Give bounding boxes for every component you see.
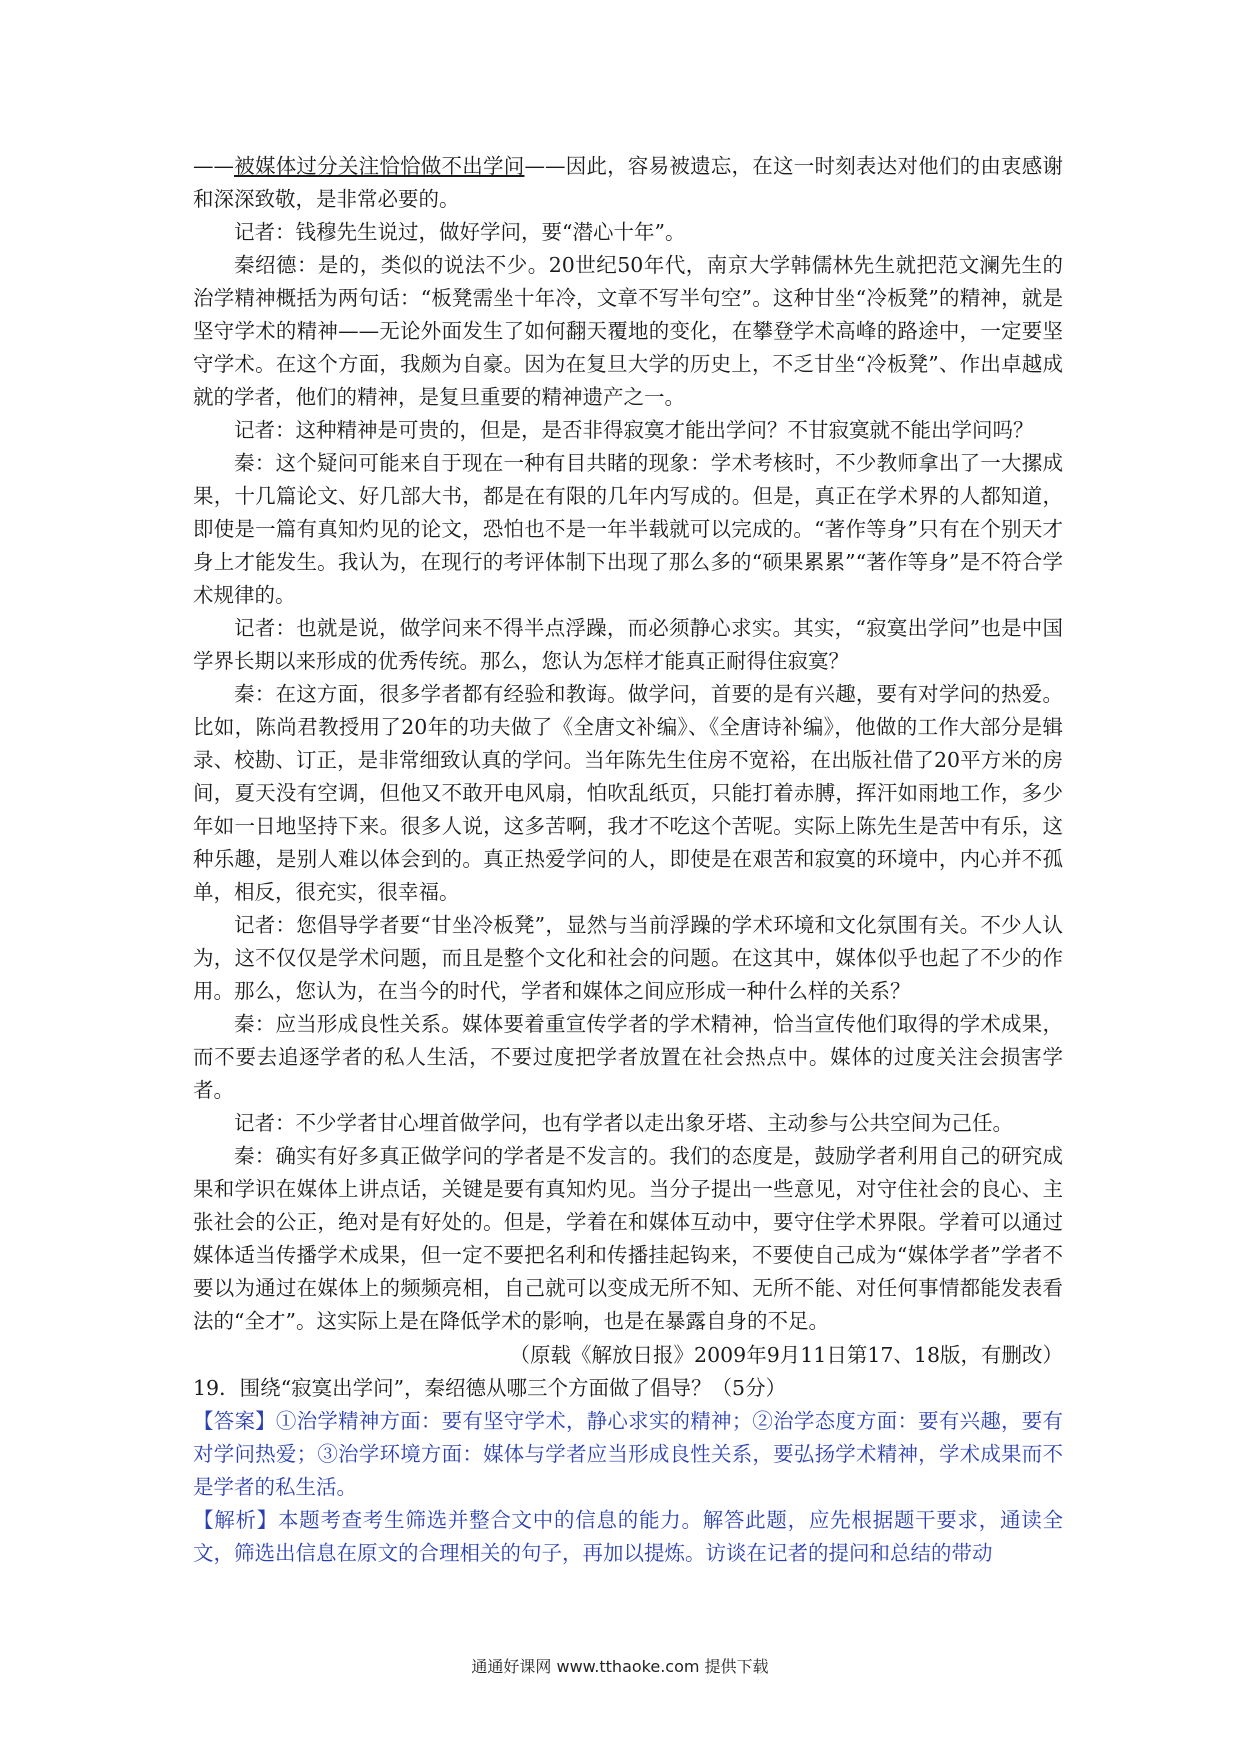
paragraph-10: 记者：不少学者甘心埋首做学问，也有学者以走出象牙塔、主动参与公共空间为己任。 [234, 1111, 1013, 1135]
analysis-text: 【解析】本题考查考生筛选并整合文中的信息的能力。解答此题，应先根据题干要求，通读全文，筛选出信息在原文的合理相关的句子，再加以提炼。访谈在记者的提问和总结的带动 [193, 1508, 1063, 1565]
paragraph-1-rest: ——因此，容易被遗忘，在这一时刻表达对他们的由衷感谢和深深致敬，是非常必要的。 [193, 154, 1064, 211]
paragraph-8: 记者：您倡导学者要“甘坐冷板凳”，显然与当前浮躁的学术环境和文化氛围有关。不少人认为，这不仅仅是学术问题，而且是整个文化和社会的问题。在这其中，媒体似乎也起了不少的作用。那么，您认为，在当今的时代，学者和媒体之间应形成一种什么样的关系？ [193, 913, 1063, 1003]
paragraph-7: 秦：在这方面，很多学者都有经验和教诲。做学问，首要的是有兴趣，要有对学问的热爱。比如，陈尚君教授用了20年的功夫做了《全唐文补编》、《全唐诗补编》，他做的工作大部分是辑录、校勘、订正，是非常细致认真的学问。当年陈先生住房不宽裕，在出版社借了20平方米的房间，夏天没有空调，但他又不敢开电风扇，怕吹乱纸页，只能打着赤膊，挥汗如雨地工作，多少年如一日地坚持下来。很多人说，这多苦啊，我才不吃这个苦呢。实际上陈先生是苦中有乐，这种乐趣，是别人难以体会到的。真正热爱学问的人，即使是在艰苦和寂寞的环境中，内心并不孤单，相反，很充实，很幸福。 [193, 682, 1063, 904]
source-citation: （原载《解放日报》2009年9月11日第17、18版，有删改） [509, 1343, 1063, 1367]
page-footer: 通通好课网 www.tthaoke.com 提供下载 [471, 1657, 769, 1676]
paragraph-3: 秦绍德：是的，类似的说法不少。20世纪50年代，南京大学韩儒林先生就把范文澜先生的治学精神概括为两句话：“板凳需坐十年冷，文章不写半句空”。这种甘坐“冷板凳”的精神，就是坚守学术的精神——无论外面发生了如何翻天覆地的变化，在攀登学术高峰的路途中，一定要坚守学术。在这个方面，我颇为自豪。因为在复旦大学的历史上，不乏甘坐“冷板凳”、作出卓越成就的学者，他们的精神，是复旦重要的精神遗产之一。 [193, 253, 1063, 409]
paragraph-9: 秦：应当形成良性关系。媒体要着重宣传学者的学术精神，恰当宣传他们取得的学术成果，而不要去追逐学者的私人生活，不要过度把学者放置在社会热点中。媒体的过度关注会损害学者。 [193, 1012, 1063, 1102]
document-body [193, 150, 1063, 1570]
answer-text: 【答案】①治学精神方面：要有坚守学术，静心求实的精神；②治学态度方面：要有兴趣，要有对学问热爱；③治学环境方面：媒体与学者应当形成良性关系，要弘扬学术精神，学术成果而不是学者的私生活。 [193, 1409, 1063, 1499]
paragraph-6: 记者：也就是说，做学问来不得半点浮躁，而必须静心求实。其实，“寂寞出学问”也是中国学界长期以来形成的优秀传统。那么，您认为怎样才能真正耐得住寂寞？ [193, 616, 1063, 673]
question-19: 19．围绕“寂寞出学问”，秦绍德从哪三个方面做了倡导？（5分） [193, 1376, 787, 1400]
paragraph-11: 秦：确实有好多真正做学问的学者是不发言的。我们的态度是，鼓励学者利用自己的研究成果和学识在媒体上讲点话，关键是要有真知灼见。当分子提出一些意见，对守住社会的良心、主张社会的公正，绝对是有好处的。但是，学着在和媒体互动中，要守住学术界限。学着可以通过媒体适当传播学术成果，但一定不要把名利和传播挂起钩来，不要使自己成为“媒体学者”学者不要以为通过在媒体上的频频亮相，自己就可以变成无所不知、无所不能、对任何事情都能发表看法的“全才”。这实际上是在降低学术的影响，也是在暴露自身的不足。 [193, 1144, 1063, 1333]
paragraph-1 [193, 150, 1063, 216]
paragraph-2: 记者：钱穆先生说过，做好学问，要“潜心十年”。 [234, 220, 686, 244]
paragraph-5: 秦：这个疑问可能来自于现在一种有目共睹的现象：学术考核时，不少教师拿出了一大摞成果，十几篇论文、好几部大书，都是在有限的几年内写成的。但是，真正在学术界的人都知道，即使是一篇有真知灼见的论文，恐怕也不是一年半载就可以完成的。“著作等身”只有在个别天才身上才能发生。我认为，在现行的考评体制下出现了那么多的“硕果累累”“著作等身”是不符合学术规律的。 [193, 451, 1063, 607]
dash: —— [193, 154, 234, 178]
underlined-phrase: 被媒体过分关注恰恰做不出学问 [234, 154, 525, 178]
paragraph-4: 记者：这种精神是可贵的，但是，是否非得寂寞才能出学问？不甘寂寞就不能出学问吗？ [234, 418, 1034, 442]
